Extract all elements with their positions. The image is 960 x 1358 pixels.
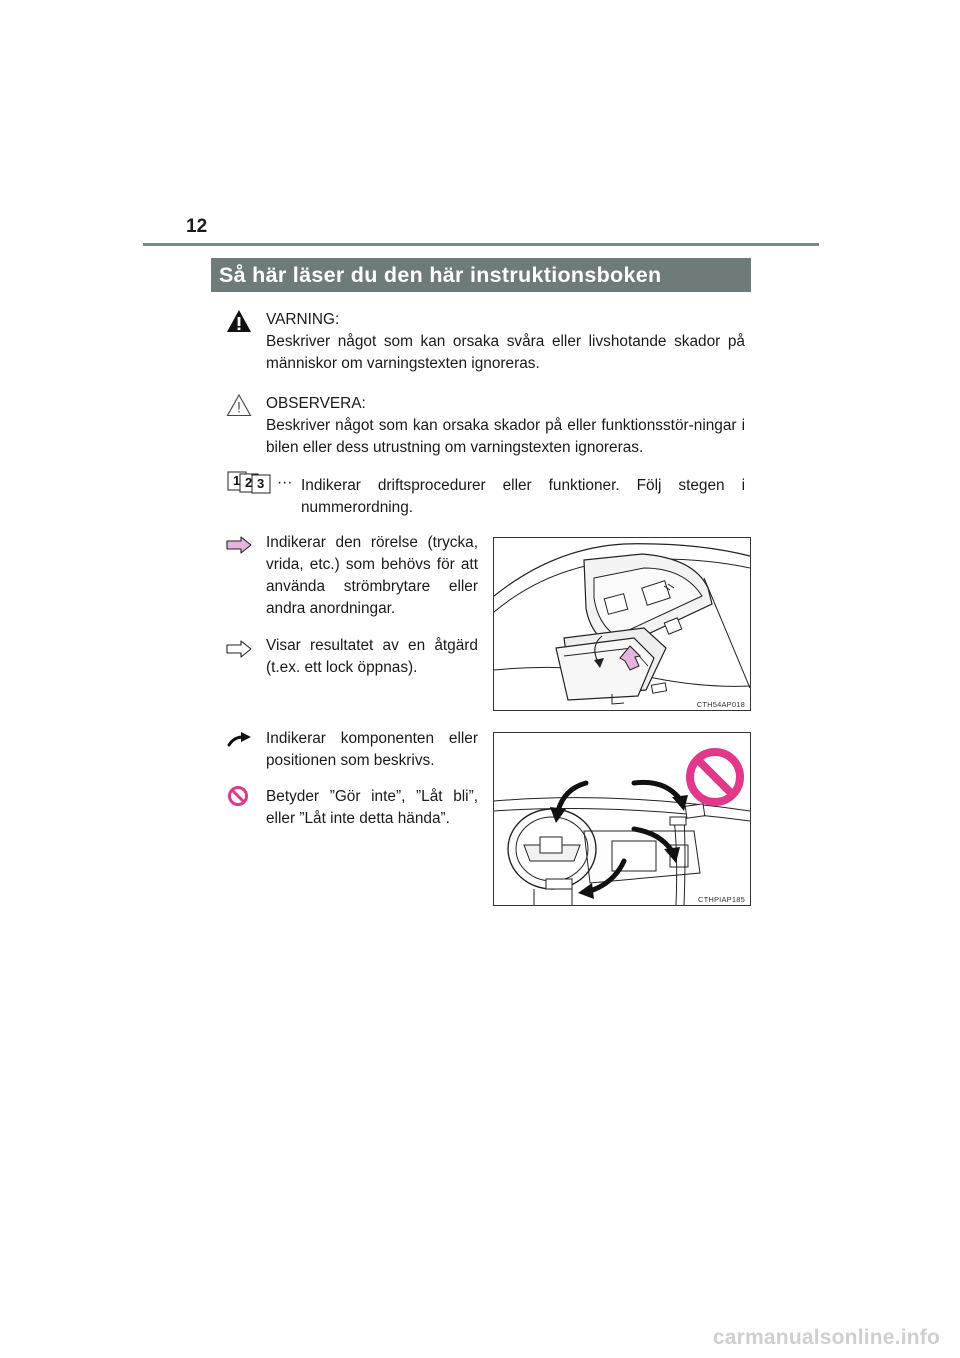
steps-ellipsis: ···: [277, 474, 293, 491]
notice-triangle-icon: [226, 393, 252, 417]
motion-arrow-description: Indikerar den rörelse (trycka, vrida, etc.) som behövs för att använda strömbrytare eller andra anordningar.: [266, 534, 478, 617]
component-arrow-icon: [226, 731, 252, 747]
notice-title: OBSERVERA:: [266, 395, 366, 412]
section-title: Så här läser du den här instruktionsboken: [211, 258, 751, 292]
figure-overhead-console: [493, 537, 751, 711]
prohibition-icon: [227, 785, 249, 807]
prohibition-description: Betyder ”Gör inte”, ”Låt bli”, eller ”Låt inte detta hända”.: [266, 788, 478, 827]
step-number-1: 1: [233, 473, 241, 488]
warning-title: VARNING:: [266, 311, 340, 328]
motion-arrow-icon: [226, 536, 252, 554]
figure-code: CTHPIAP185: [697, 895, 745, 904]
step-number-2: 2: [245, 475, 253, 490]
figure-code: CTH54AP018: [696, 700, 745, 709]
warning-description: Beskriver något som kan orsaka svåra eller livshotande skador på människor om varningstexten ignoreras.: [266, 333, 745, 372]
step-numbers-icon: [227, 470, 277, 494]
result-arrow-description: Visar resultatet av en åtgärd (t.ex. ett lock öppnas).: [266, 637, 478, 676]
figure-dashboard: [493, 732, 751, 906]
component-arrow-description: Indikerar komponenten eller positionen som beskrivs.: [266, 730, 478, 769]
notice-description: Beskriver något som kan orsaka skador på eller funktionsstör-ningar i bilen eller dess utrustning om varningstexten ignoreras.: [266, 417, 745, 456]
header-rule: [143, 243, 819, 246]
steps-description: Indikerar driftsprocedurer eller funktioner. Följ stegen i nummerordning.: [301, 477, 745, 516]
warning-triangle-icon: [226, 309, 252, 333]
step-number-3: 3: [257, 476, 265, 491]
page-number: 12: [186, 216, 208, 237]
result-arrow-icon: [226, 640, 252, 658]
watermark: carmanualsonline.info: [712, 1326, 940, 1349]
